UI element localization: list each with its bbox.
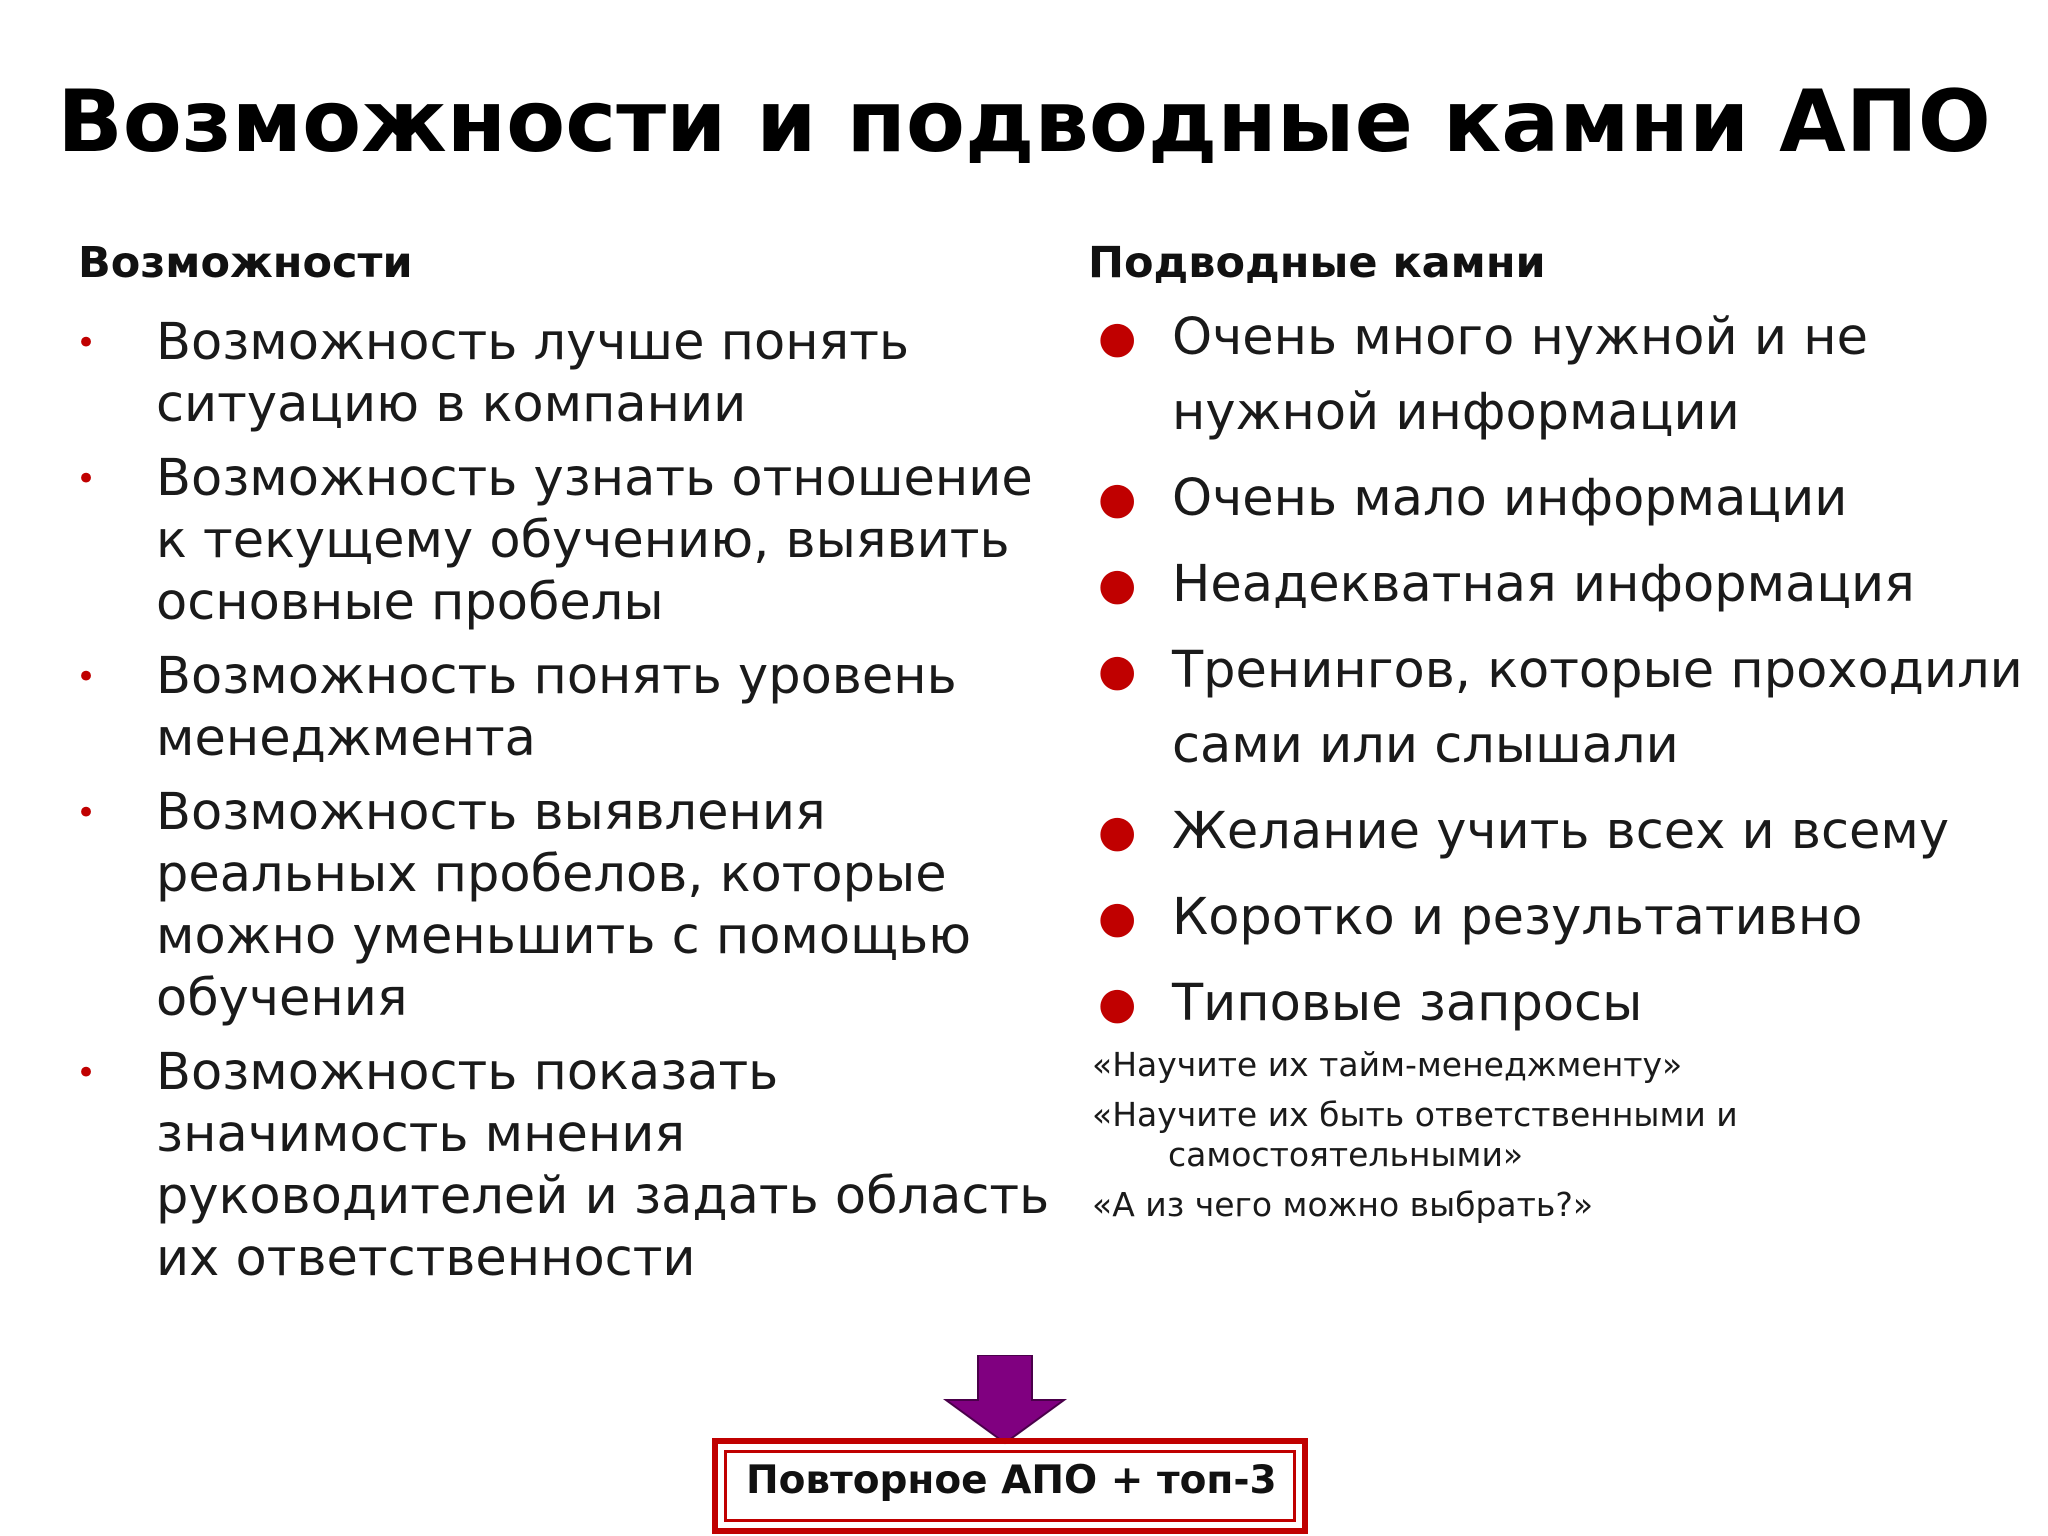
- bullet-icon: ●: [1098, 473, 1137, 524]
- pitfalls-heading: Подводные камни: [1088, 238, 1546, 288]
- list-item-text: Очень мало информации: [1172, 469, 1848, 528]
- list-item-text: Очень много нужной и не нужной информации: [1172, 308, 1868, 442]
- list-item: [1090, 461, 2030, 536]
- list-item-text: Коротко и результативно: [1172, 888, 1863, 947]
- bullet-icon: ●: [1098, 312, 1137, 363]
- list-item-text: Возможность показать значимость мнения руководителей и задать область их ответственности: [156, 1043, 1050, 1288]
- opportunities-list: [72, 312, 1072, 1302]
- bullet-icon: •: [76, 657, 97, 697]
- result-box: [712, 1438, 1308, 1534]
- down-arrow-icon: [940, 1355, 1070, 1445]
- bullet-icon: •: [76, 793, 97, 833]
- list-item-text: Тренингов, которые проходили сами или слышали: [1172, 641, 2023, 775]
- pitfalls-list: [1090, 300, 2030, 1052]
- list-item-text: Неадекватная информация: [1172, 555, 1915, 614]
- slide-title: Возможности и подводные камни АПО: [57, 72, 1991, 172]
- quote-text: «А из чего можно выбрать?»: [1092, 1185, 1594, 1224]
- request-quotes: [1092, 1045, 2032, 1235]
- list-item: [72, 1042, 1072, 1290]
- list-item-text: Возможность понять уровень менеджмента: [156, 647, 957, 768]
- list-item: [72, 646, 1072, 770]
- bullet-icon: •: [76, 323, 97, 363]
- list-item-text: Возможность узнать отношение к текущему обучению, выявить основные пробелы: [156, 449, 1033, 632]
- list-item: [1090, 300, 2030, 450]
- quote-text: «Научите их быть ответственными и самостоятельными»: [1092, 1095, 1738, 1174]
- bullet-icon: •: [76, 1053, 97, 1093]
- list-item: [1090, 966, 2030, 1041]
- quote-text: «Научите их тайм-менеджменту»: [1092, 1045, 1683, 1084]
- list-item-text: Желание учить всех и всему: [1172, 802, 1950, 861]
- list-item: [1090, 633, 2030, 783]
- bullet-icon: •: [76, 459, 97, 499]
- list-item-text: Возможность выявления реальных пробелов, которые можно уменьшить с помощью обучения: [156, 783, 972, 1028]
- opportunities-heading: Возможности: [78, 238, 413, 288]
- bullet-icon: ●: [1098, 559, 1137, 610]
- list-item: [72, 312, 1072, 436]
- list-item: [1090, 794, 2030, 869]
- down-arrow-shape: [946, 1355, 1064, 1443]
- bullet-icon: ●: [1098, 806, 1137, 857]
- bullet-icon: ●: [1098, 892, 1137, 943]
- list-item: [1090, 880, 2030, 955]
- result-label: Повторное АПО + топ-3: [746, 1458, 1277, 1503]
- list-item: [1090, 547, 2030, 622]
- list-item: [72, 448, 1072, 634]
- list-item: [72, 782, 1072, 1030]
- bullet-icon: ●: [1098, 978, 1137, 1029]
- list-item-text: Возможность лучше понять ситуацию в компании: [156, 313, 909, 434]
- list-item-text: Типовые запросы: [1172, 974, 1643, 1033]
- bullet-icon: ●: [1098, 645, 1137, 696]
